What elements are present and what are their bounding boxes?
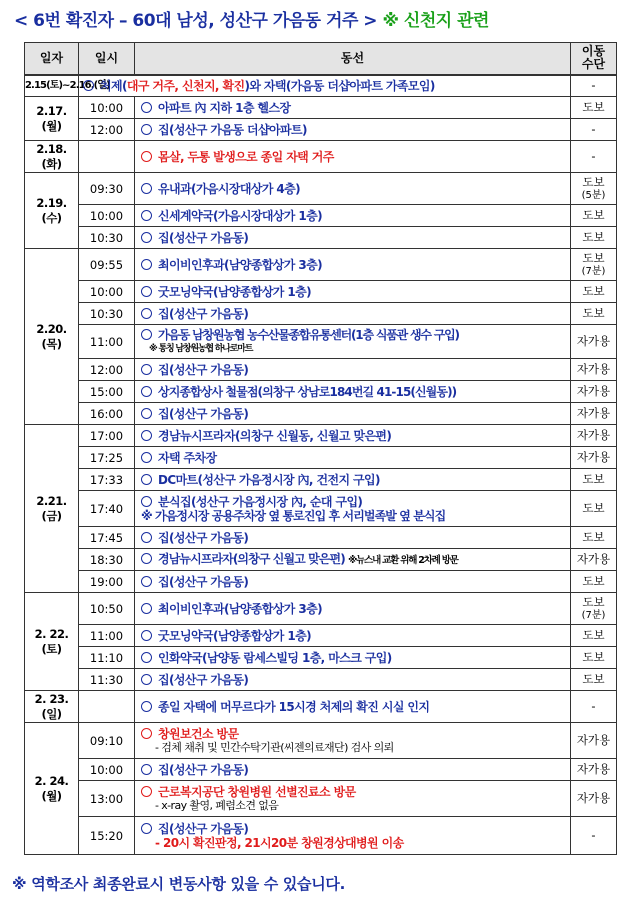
route-cell: 굿모닝약국(남양종합상가 1층)	[135, 281, 571, 303]
time-cell: 11:10	[79, 647, 135, 669]
circle-icon	[141, 329, 152, 340]
route-table	[24, 42, 617, 855]
route-cell: 근로복지공단 창원병원 선별진료소 방문 - x-ray 촬영, 폐렴소견 없음	[135, 781, 571, 817]
circle-icon	[141, 496, 152, 507]
circle-icon	[141, 603, 152, 614]
table-row	[25, 593, 617, 625]
route-cell: 경남뉴시프라자(의창구 신월동, 신월고 맞은편)	[135, 425, 571, 447]
table-row	[25, 817, 617, 855]
transport-cell: 도보	[571, 205, 617, 227]
transport-cell: -	[571, 75, 617, 97]
header-route: 동선	[135, 43, 571, 75]
table-row	[25, 173, 617, 205]
route-cell: 집(성산구 가음동)	[135, 227, 571, 249]
transport-cell: 자가용	[571, 381, 617, 403]
table-row	[25, 759, 617, 781]
route-cell: 집(성산구 가음동)	[135, 527, 571, 549]
route-cell: 집(성산구 가음동)	[135, 359, 571, 381]
table-row	[25, 325, 617, 359]
date-cell: 2.18. (화)	[25, 141, 79, 173]
time-cell: 10:00	[79, 759, 135, 781]
table-row	[25, 249, 617, 281]
table-row	[25, 403, 617, 425]
transport-cell: 자가용	[571, 425, 617, 447]
route-cell: 집(성산구 가음동)	[135, 303, 571, 325]
header-time: 일시	[79, 43, 135, 75]
route-cell: 자택 주차장	[135, 447, 571, 469]
route-cell: DC마트(성산구 가음정시장 內, 건전지 구입)	[135, 469, 571, 491]
table-row	[25, 527, 617, 549]
transport-cell: 도보	[571, 625, 617, 647]
table-row	[25, 669, 617, 691]
time-cell: 13:00	[79, 781, 135, 817]
header-transport: 이동 수단	[571, 43, 617, 75]
route-cell: 최이비인후과(남양종합상가 3층)	[135, 249, 571, 281]
transport-cell: 도보	[571, 647, 617, 669]
time-cell: 17:00	[79, 425, 135, 447]
circle-icon	[141, 232, 152, 243]
route-cell: 몸살, 두통 발생으로 종일 자택 거주	[135, 141, 571, 173]
header-row	[25, 43, 617, 75]
transport-cell: -	[571, 817, 617, 855]
route-cell: 집(성산구 가음동) - 20시 확진판정, 21시20분 창원경상대병원 이송	[135, 817, 571, 855]
date-cell: 2.15(토)~2.16.(일)	[25, 75, 79, 97]
circle-icon	[141, 630, 152, 641]
route-cell: 경남뉴시프라자(의창구 신월고 맞은편) ※뉴스내 교환 위해 2차례 방문	[135, 549, 571, 571]
transport-cell: 도보	[571, 227, 617, 249]
transport-cell: 자가용	[571, 759, 617, 781]
table-row	[25, 447, 617, 469]
route-cell: 집(성산구 가음동)	[135, 759, 571, 781]
table-row	[25, 723, 617, 759]
table-row	[25, 691, 617, 723]
title-highlight: ※ 신천지 관련	[382, 11, 489, 31]
table-row	[25, 227, 617, 249]
header-date: 일자	[25, 43, 79, 75]
table-row	[25, 141, 617, 173]
circle-icon	[141, 701, 152, 712]
circle-icon	[141, 674, 152, 685]
time-cell: 15:20	[79, 817, 135, 855]
circle-icon	[141, 308, 152, 319]
table-row	[25, 549, 617, 571]
circle-icon	[141, 210, 152, 221]
time-cell	[79, 691, 135, 723]
time-cell	[79, 141, 135, 173]
transport-cell: 도보	[571, 303, 617, 325]
circle-icon	[141, 124, 152, 135]
circle-icon	[141, 364, 152, 375]
transport-cell: 자가용	[571, 325, 617, 359]
time-cell: 09:10	[79, 723, 135, 759]
table-row	[25, 359, 617, 381]
circle-icon	[141, 102, 152, 113]
time-cell: 17:33	[79, 469, 135, 491]
circle-icon	[141, 553, 152, 564]
date-cell: 2.20. (목)	[25, 249, 79, 425]
transport-cell: -	[571, 119, 617, 141]
time-cell: 10:00	[79, 281, 135, 303]
time-cell: 17:40	[79, 491, 135, 527]
time-cell: 10:50	[79, 593, 135, 625]
time-cell: 10:30	[79, 227, 135, 249]
circle-icon	[141, 652, 152, 663]
route-cell: 종일 자택에 머무르다가 15시경 처제의 확진 시실 인지	[135, 691, 571, 723]
transport-cell: 도보	[571, 669, 617, 691]
route-cell: 처제(대구 거주, 신천지, 확진)와 자택(가음동 더샵아파트 가족모임)	[79, 75, 571, 97]
date-cell: 2.17. (월)	[25, 97, 79, 141]
transport-cell: 도보 (5분)	[571, 173, 617, 205]
time-cell: 09:30	[79, 173, 135, 205]
circle-icon	[141, 286, 152, 297]
transport-cell: 도보	[571, 281, 617, 303]
time-cell: 12:00	[79, 359, 135, 381]
table-row	[25, 303, 617, 325]
route-cell: 상지종합상사 철물점(의창구 상남로184번길 41-15(신월동))	[135, 381, 571, 403]
page-title	[14, 6, 626, 36]
date-cell: 2. 23. (일)	[25, 691, 79, 723]
time-cell: 19:00	[79, 571, 135, 593]
transport-cell: 도보	[571, 571, 617, 593]
route-cell: 집(성산구 가음동)	[135, 403, 571, 425]
route-cell: 가음동 남창원농협 농수산물종합유통센터(1층 식품관 생수 구입) ※ 통칭 남창원농협 하나로마트	[135, 325, 571, 359]
circle-icon	[141, 386, 152, 397]
table-row	[25, 647, 617, 669]
time-cell: 11:00	[79, 325, 135, 359]
table-row	[25, 97, 617, 119]
time-cell: 09:55	[79, 249, 135, 281]
transport-cell: 도보 (7분)	[571, 249, 617, 281]
time-cell: 11:30	[79, 669, 135, 691]
footer-note: ※ 역학조사 최종완료시 변동사항 있을 수 있습니다.	[12, 875, 346, 893]
circle-icon	[141, 764, 152, 775]
transport-cell: 도보	[571, 97, 617, 119]
table-row	[25, 281, 617, 303]
route-cell: 유내과(가음시장대상가 4층)	[135, 173, 571, 205]
time-cell: 17:45	[79, 527, 135, 549]
circle-icon	[141, 728, 152, 739]
circle-icon	[141, 151, 152, 162]
transport-cell: 도보	[571, 527, 617, 549]
circle-icon	[141, 532, 152, 543]
table-row	[25, 571, 617, 593]
transport-cell: 자가용	[571, 781, 617, 817]
transport-cell: 자가용	[571, 359, 617, 381]
circle-icon	[141, 183, 152, 194]
table-row	[25, 491, 617, 527]
route-cell: 창원보건소 방문 - 검체 채취 및 민간수탁기관(씨젠의료재단) 검사 의뢰	[135, 723, 571, 759]
date-cell: 2. 22. (토)	[25, 593, 79, 691]
transport-cell: 자가용	[571, 447, 617, 469]
route-cell: 분식집(성산구 가음정시장 內, 순대 구입) ※ 가음정시장 공용주차장 옆 통로진입 후 서리벌족발 옆 분식집	[135, 491, 571, 527]
transport-cell: 도보 (7분)	[571, 593, 617, 625]
table-row	[25, 781, 617, 817]
circle-icon	[141, 408, 152, 419]
time-cell: 10:30	[79, 303, 135, 325]
circle-icon	[141, 452, 152, 463]
route-cell: 집(성산구 가음동 더샵아파트)	[135, 119, 571, 141]
route-cell: 최이비인후과(남양종합상가 3층)	[135, 593, 571, 625]
time-cell: 11:00	[79, 625, 135, 647]
date-cell: 2. 24. (월)	[25, 723, 79, 855]
title-main: < 6번 확진자 – 60대 남성, 성산구 가음동 거주 >	[14, 11, 383, 31]
transport-cell: 도보	[571, 491, 617, 527]
table-row	[25, 205, 617, 227]
transport-cell: 자가용	[571, 549, 617, 571]
time-cell: 10:00	[79, 97, 135, 119]
table-row	[25, 425, 617, 447]
date-cell: 2.21. (금)	[25, 425, 79, 593]
table-row	[25, 119, 617, 141]
route-cell: 집(성산구 가음동)	[135, 571, 571, 593]
time-cell: 18:30	[79, 549, 135, 571]
transport-cell: -	[571, 691, 617, 723]
time-cell: 12:00	[79, 119, 135, 141]
route-cell: 굿모닝약국(남양종합상가 1층)	[135, 625, 571, 647]
circle-icon	[141, 576, 152, 587]
route-cell: 아파트 內 지하 1층 헬스장	[135, 97, 571, 119]
time-cell: 10:00	[79, 205, 135, 227]
circle-icon	[83, 80, 94, 91]
circle-icon	[141, 430, 152, 441]
route-cell: 집(성산구 가음동)	[135, 669, 571, 691]
circle-icon	[141, 786, 152, 797]
time-cell: 17:25	[79, 447, 135, 469]
table-row	[25, 625, 617, 647]
table-row	[25, 75, 617, 97]
route-cell: 신세계약국(가음시장대상가 1층)	[135, 205, 571, 227]
time-cell: 15:00	[79, 381, 135, 403]
circle-icon	[141, 259, 152, 270]
route-cell: 인화약국(남양동 람세스빌딩 1층, 마스크 구입)	[135, 647, 571, 669]
circle-icon	[141, 474, 152, 485]
date-cell: 2.19. (수)	[25, 173, 79, 249]
transport-cell: -	[571, 141, 617, 173]
transport-cell: 도보	[571, 469, 617, 491]
transport-cell: 자가용	[571, 403, 617, 425]
table-row	[25, 381, 617, 403]
time-cell: 16:00	[79, 403, 135, 425]
table-row	[25, 469, 617, 491]
circle-icon	[141, 823, 152, 834]
transport-cell: 자가용	[571, 723, 617, 759]
